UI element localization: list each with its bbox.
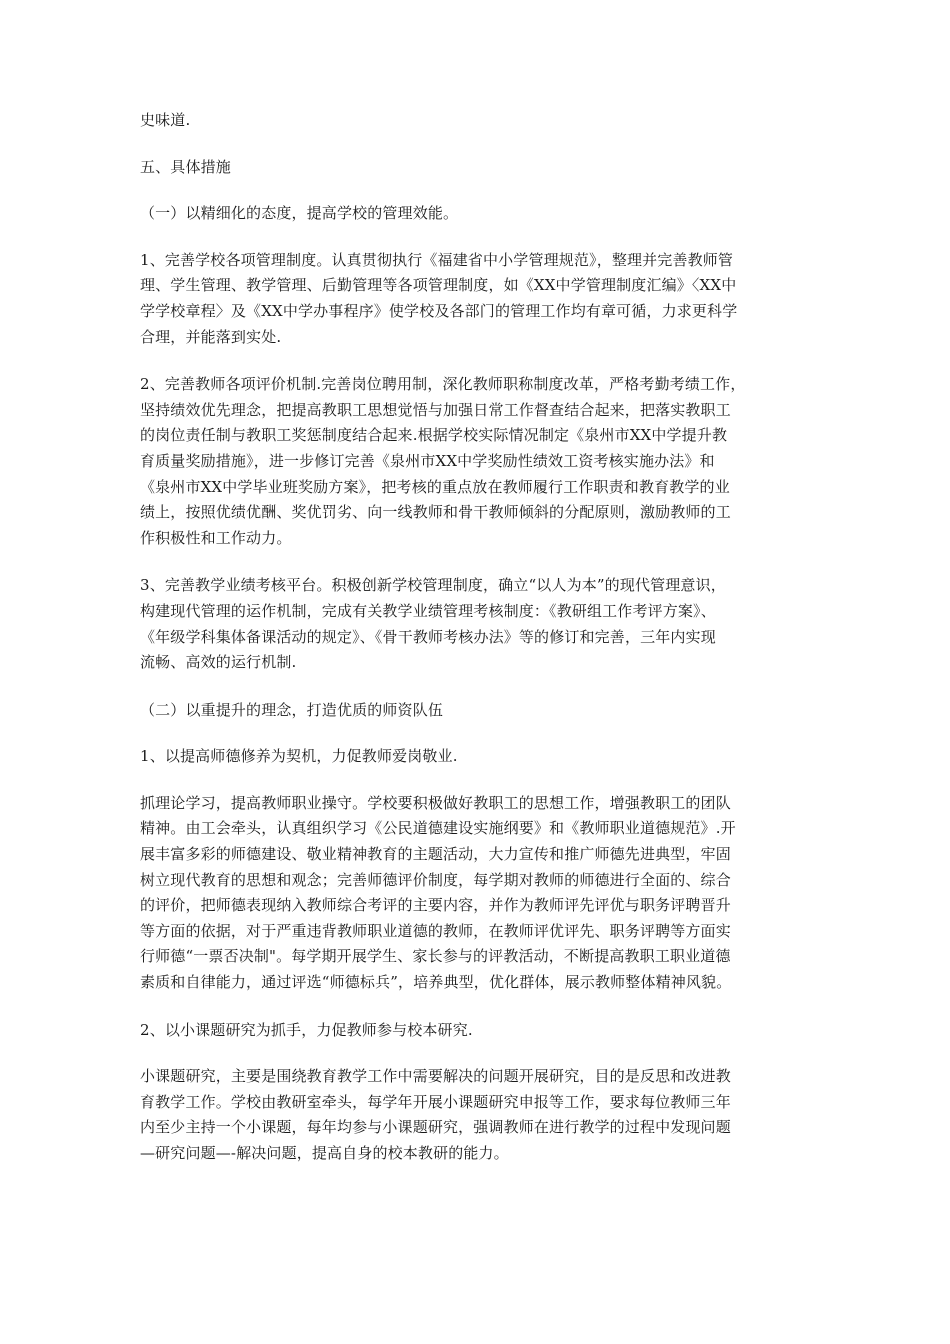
text-line: 1、完善学校各项管理制度。认真贯彻执行《福建省中小学管理规范》，整理并完善教师管: [140, 250, 734, 269]
text-line: 史味道.: [140, 111, 191, 129]
text-line: 理、学生管理、教学管理、后勤管理等各项管理制度，如《XX中学管理制度汇编》〈XX中: [140, 276, 737, 295]
paragraph: [140, 573, 830, 675]
text-line: 精神。由工会牵头，认真组织学习《公民道德建设实施纲要》和《教师职业道德规范》.开: [140, 819, 736, 838]
section-heading: [140, 155, 830, 181]
paragraph: [140, 372, 830, 551]
text-line: （一）以精细化的态度，提高学校的管理效能。: [140, 204, 459, 223]
text-line: 展丰富多彩的师德建设、敬业精神教育的主题活动，大力宣传和推广师德先进典型，牢固: [140, 845, 731, 864]
text-line: 抓理论学习，提高教师职业操守。学校要积极做好教职工的思想工作，增强教职工的团队: [140, 793, 731, 812]
text-line: 育质量奖励措施》，进一步修订完善《泉州市XX中学奖励性绩效工资考核实施办法》和: [140, 451, 715, 470]
text-line: 坚持绩效优先理念，把提高教职工思想觉悟与加强日常工作督查结合起来，把落实教职工: [140, 400, 731, 419]
item-heading: [140, 744, 830, 770]
text-line: 的评价，把师德表现纳入教师综合考评的主要内容，并作为教师评先评优与职务评聘晋升: [140, 896, 731, 915]
text-line: 五、具体措施: [140, 157, 231, 176]
text-line: 的岗位责任制与教职工奖惩制度结合起来.根据学校实际情况制定《泉州市XX中学提升教: [140, 426, 728, 445]
text-line: 《泉州市XX中学毕业班奖励方案》，把考核的重点放在教师履行工作职责和教育教学的业: [140, 477, 730, 496]
document-page: [140, 108, 830, 1189]
text-line: 构建现代管理的运作机制，完成有关教学业绩管理考核制度：《教研组工作考评方案》、: [140, 601, 716, 620]
text-line: 2、以小课题研究为抓手，力促教师参与校本研究.: [140, 1020, 473, 1039]
text-line: 绩上，按照优绩优酬、奖优罚劣、向一线教师和骨干教师倾斜的分配原则，激励教师的工: [140, 503, 731, 522]
subsection-heading: [140, 698, 830, 724]
paragraph: [140, 791, 830, 996]
text-line: 育教学工作。学校由教研室牵头，每学年开展小课题研究申报等工作，要求每位教师三年: [140, 1092, 731, 1111]
paragraph: [140, 1064, 830, 1166]
text-line: 等方面的依据，对于严重违背教师职业道德的教师，在教师评优评先、职务评聘等方面实: [140, 921, 731, 940]
text-line: 学学校章程〉及《XX中学办事程序》使学校及各部门的管理工作均有章可循，力求更科学: [140, 301, 738, 320]
text-line: 作积极性和工作动力。: [140, 528, 292, 547]
paragraph-continuation: [140, 108, 830, 134]
text-line: 小课题研究，主要是围绕教育教学工作中需要解决的问题开展研究，目的是反思和改进教: [140, 1067, 731, 1086]
text-line: 树立现代教育的思想和观念；完善师德评价制度，每学期对教师的师德进行全面的、综合: [140, 870, 731, 889]
text-line: 1、以提高师德修养为契机，力促教师爱岗敬业.: [140, 747, 458, 766]
text-line: 合理，并能落到实处.: [140, 327, 282, 346]
text-line: 流畅、高效的运行机制.: [140, 653, 297, 672]
text-line: 2、完善教师各项评价机制.完善岗位聘用制，深化教师职称制度改革，严格考勤考绩工作，: [140, 375, 746, 394]
text-line: 内至少主持一个小课题，每年均参与小课题研究，强调教师在进行教学的过程中发现问题: [140, 1118, 731, 1137]
text-line: —研究问题—-解决问题，提高自身的校本教研的能力。: [140, 1144, 509, 1162]
text-line: 素质和自律能力，通过评选“师德标兵”，培养典型，优化群体，展示教师整体精神风貌。: [140, 973, 732, 992]
text-line: 行师德“一票否决制"。每学期开展学生、家长参与的评教活动，不断提高教职工职业道德: [140, 947, 731, 966]
text-line: 《年级学科集体备课活动的规定》、《骨干教师考核办法》等的修订和完善，三年内实现: [140, 627, 716, 646]
paragraph: [140, 248, 830, 350]
text-line: （二）以重提升的理念，打造优质的师资队伍: [140, 700, 444, 719]
subsection-heading: [140, 201, 830, 227]
item-heading: [140, 1018, 830, 1044]
text-line: 3、完善教学业绩考核平台。积极创新学校管理制度，确立“以人为本”的现代管理意识，: [140, 576, 726, 595]
